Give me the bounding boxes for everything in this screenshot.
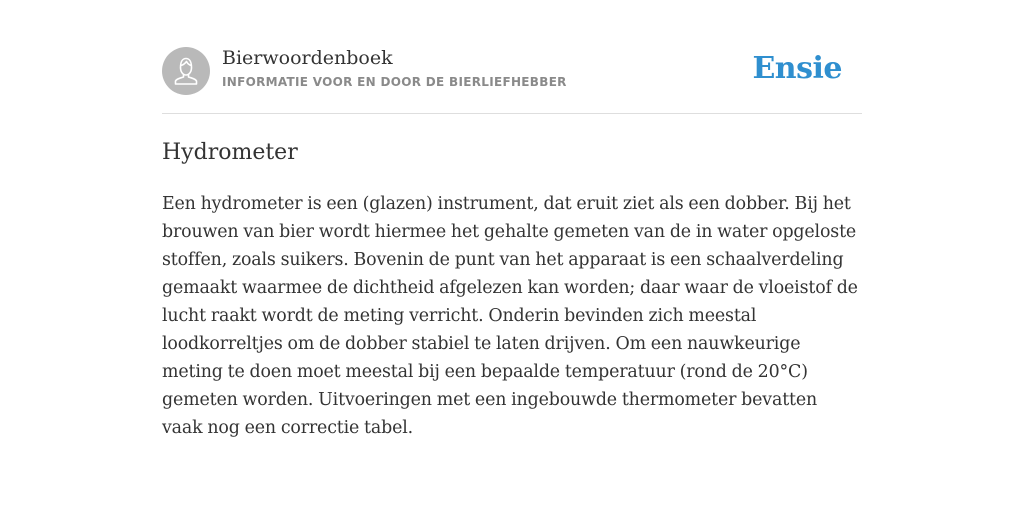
site-tagline: INFORMATIE VOOR EN DOOR DE BIERLIEFHEBBER [222,75,567,89]
site-name[interactable]: Bierwoordenboek [222,47,393,69]
entry-title: Hydrometer [162,140,298,165]
header-divider [162,113,862,114]
entry-definition: Een hydrometer is een (glazen) instrument, dat eruit ziet als een dobber. Bij het brouwen van bier wordt hiermee het gehalte gemeten van de in water opgeloste stoffen, zoals suikers. Bovenin de punt van het apparaat is een schaalverdeling gemaakt waarmee de dichtheid afgelezen kan worden; daar waar de vloeistof de lucht raakt wordt de meting verricht. Onderin bevinden zich meestal loodkorreltjes om de dobber stabiel te laten drijven. Om een nauwkeurige meting te doen moet meestal bij een bepaalde temperatuur (rond de 20°C) gemeten worden. Uitvoeringen met een ingebouwde thermometer bevatten vaak nog een correctie tabel. [162,194,858,438]
brand-logo-link[interactable]: Ensie [752,51,842,86]
header [162,46,862,96]
user-icon [162,47,210,95]
avatar[interactable] [162,47,210,95]
